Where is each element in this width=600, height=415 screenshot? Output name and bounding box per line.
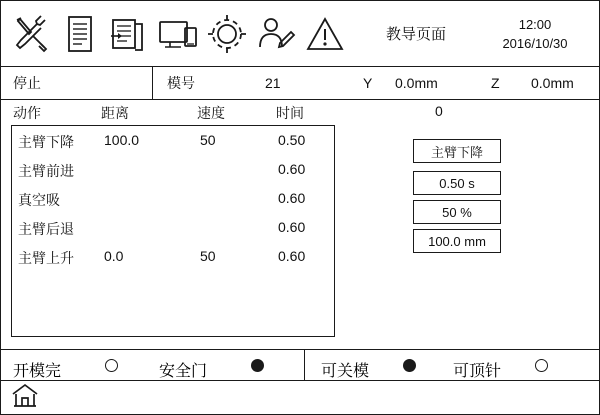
axis-z-label: Z <box>491 75 500 91</box>
action-table <box>11 125 335 337</box>
status-bar <box>1 67 599 100</box>
status-label-mold-open-done: 开模完 <box>13 363 62 380</box>
clock-block <box>479 15 591 53</box>
axis-y-value: 0.0mm <box>395 75 438 91</box>
status-indicator-mold-open-done <box>105 359 118 372</box>
cell-speed: 50 <box>200 248 216 264</box>
home-icon[interactable] <box>11 382 39 413</box>
status-label-ejector-allowed: 可顶针 <box>453 363 502 380</box>
cell-action: 主臂前进 <box>18 163 74 179</box>
status-label-safety-door: 安全门 <box>159 363 208 380</box>
axis-y-label: Y <box>363 75 373 91</box>
table-row[interactable] <box>12 213 334 242</box>
table-row[interactable] <box>12 155 334 184</box>
clock-time: 12:00 <box>518 17 552 32</box>
cell-time: 0.50 <box>278 132 306 148</box>
column-headers <box>1 100 599 125</box>
status-indicator-mold-close-allowed <box>403 359 416 372</box>
top-toolbar <box>1 1 599 67</box>
table-row[interactable] <box>12 126 334 155</box>
cell-action: 主臂上升 <box>18 250 74 266</box>
step-counter: 0 <box>435 103 443 119</box>
status-indicator-safety-door <box>251 359 264 372</box>
toolbar-icon-row <box>1 11 347 57</box>
page-title: 教导页面 <box>385 26 446 43</box>
bottom-status-group-right <box>305 350 599 380</box>
speed-value-field[interactable]: 50 % <box>413 200 501 224</box>
column-header-action: 动作 <box>13 105 41 121</box>
footer-bar <box>1 381 599 414</box>
cell-action: 主臂后退 <box>18 221 74 237</box>
column-header-time: 时间 <box>276 105 304 121</box>
cell-time: 0.60 <box>278 161 306 177</box>
clock-date: 2016/10/30 <box>502 36 568 51</box>
machine-state: 停止 <box>1 67 153 99</box>
cell-time: 0.60 <box>278 219 306 235</box>
cell-distance: 100.0 <box>104 132 140 148</box>
selected-action-field[interactable]: 主臂下降 <box>413 139 501 163</box>
mold-label: 模号 <box>167 75 195 91</box>
user-edit-icon[interactable] <box>254 11 298 57</box>
status-indicator-ejector-allowed <box>535 359 548 372</box>
column-header-speed: 速度 <box>197 105 225 121</box>
mold-value[interactable]: 21 <box>265 75 281 91</box>
cell-action: 主臂下降 <box>18 134 74 150</box>
time-value-field[interactable]: 0.50 s <box>413 171 501 195</box>
status-label-mold-close-allowed: 可关模 <box>321 363 370 380</box>
cell-distance: 0.0 <box>104 248 124 264</box>
cell-time: 0.60 <box>278 190 306 206</box>
table-row[interactable] <box>12 184 334 213</box>
bottom-status-bar <box>1 349 599 381</box>
warning-icon[interactable] <box>303 11 347 57</box>
tools-icon[interactable] <box>9 11 53 57</box>
document-icon[interactable] <box>58 11 102 57</box>
gear-icon[interactable] <box>205 11 249 57</box>
distance-value-field[interactable]: 100.0 mm <box>413 229 501 253</box>
axis-z-value: 0.0mm <box>531 75 574 91</box>
column-header-distance: 距离 <box>101 105 129 121</box>
cell-action: 真空吸 <box>18 192 60 208</box>
bottom-status-group-left <box>1 350 305 380</box>
table-row[interactable] <box>12 242 334 271</box>
cell-time: 0.60 <box>278 248 306 264</box>
monitor-icon[interactable] <box>156 11 200 57</box>
cell-speed: 50 <box>200 132 216 148</box>
document-edit-icon[interactable] <box>107 11 151 57</box>
